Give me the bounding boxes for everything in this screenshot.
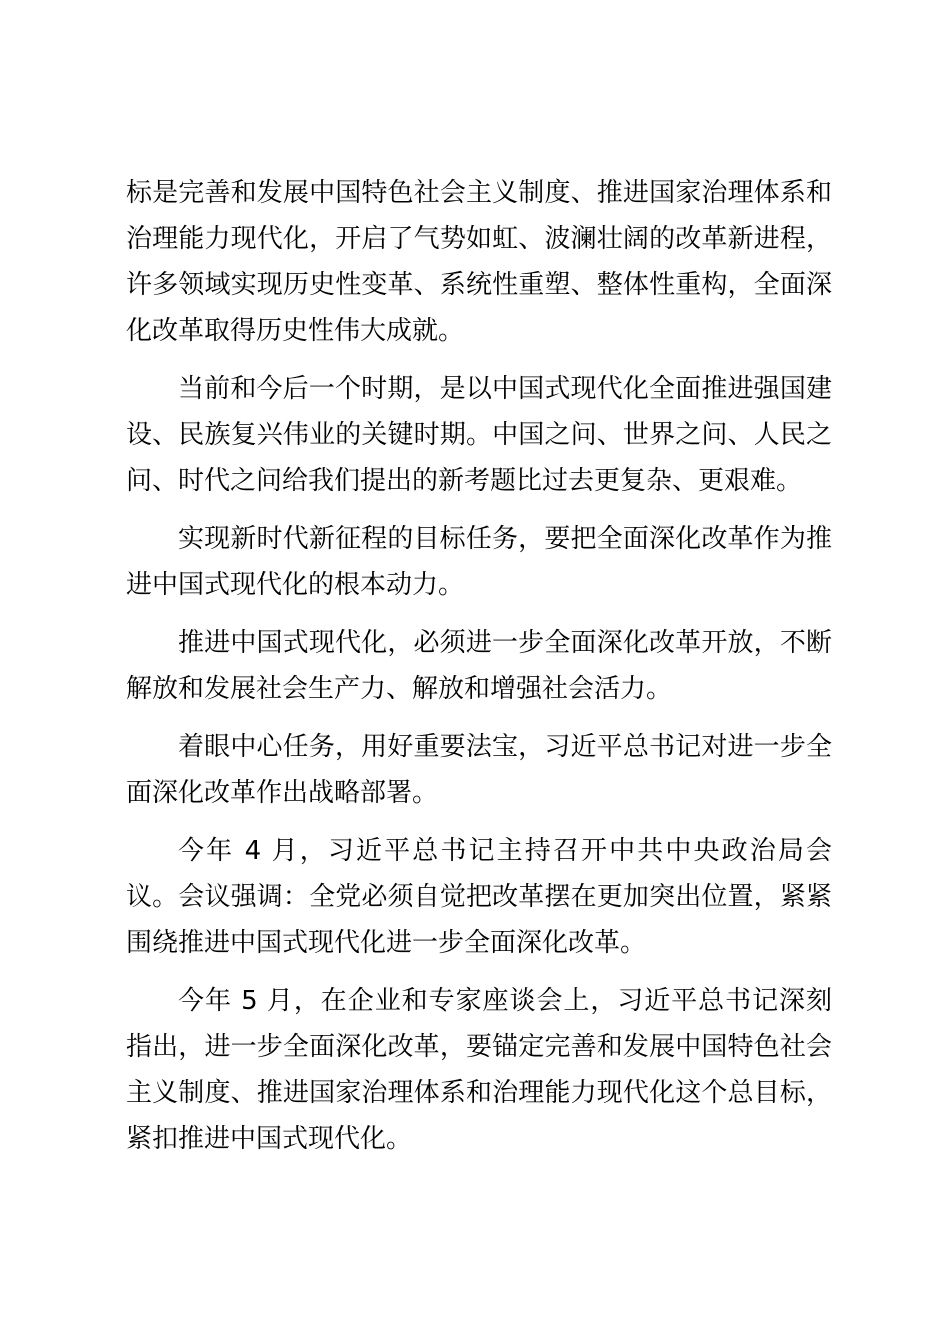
paragraph-7: 今年 5 月，在企业和专家座谈会上，习近平总书记深刻指出，进一步全面深化改革，要锚定完善和发展中国特色社会主义制度、推进国家治理体系和治理能力现代化这个总目标，紧扣推进中国式现代化。 xyxy=(126,986,832,1154)
paragraph-4: 推进中国式现代化，必须进一步全面深化改革开放，不断解放和发展社会生产力、解放和增强社会活力。 xyxy=(126,628,832,704)
paragraph-1: 标是完善和发展中国特色社会主义制度、推进国家治理体系和治理能力现代化，开启了气势如虹、波澜壮阔的改革新进程，许多领域实现历史性变革、系统性重塑、整体性重构，全面深化改革取得历史性伟大成就。 xyxy=(126,178,832,346)
paragraph-3: 实现新时代新征程的目标任务，要把全面深化改革作为推进中国式现代化的根本动力。 xyxy=(126,524,832,600)
paragraph-5: 着眼中心任务，用好重要法宝，习近平总书记对进一步全面深化改革作出战略部署。 xyxy=(126,732,832,808)
paragraph-2: 当前和今后一个时期，是以中国式现代化全面推进强国建设、民族复兴伟业的关键时期。中国之问、世界之问、人民之问、时代之问给我们提出的新考题比过去更复杂、更艰难。 xyxy=(126,374,832,496)
paragraph-6: 今年 4 月，习近平总书记主持召开中共中央政治局会议。会议强调：全党必须自觉把改革摆在更加突出位置，紧紧围绕推进中国式现代化进一步全面深化改革。 xyxy=(126,836,832,958)
document-body xyxy=(126,170,832,1174)
